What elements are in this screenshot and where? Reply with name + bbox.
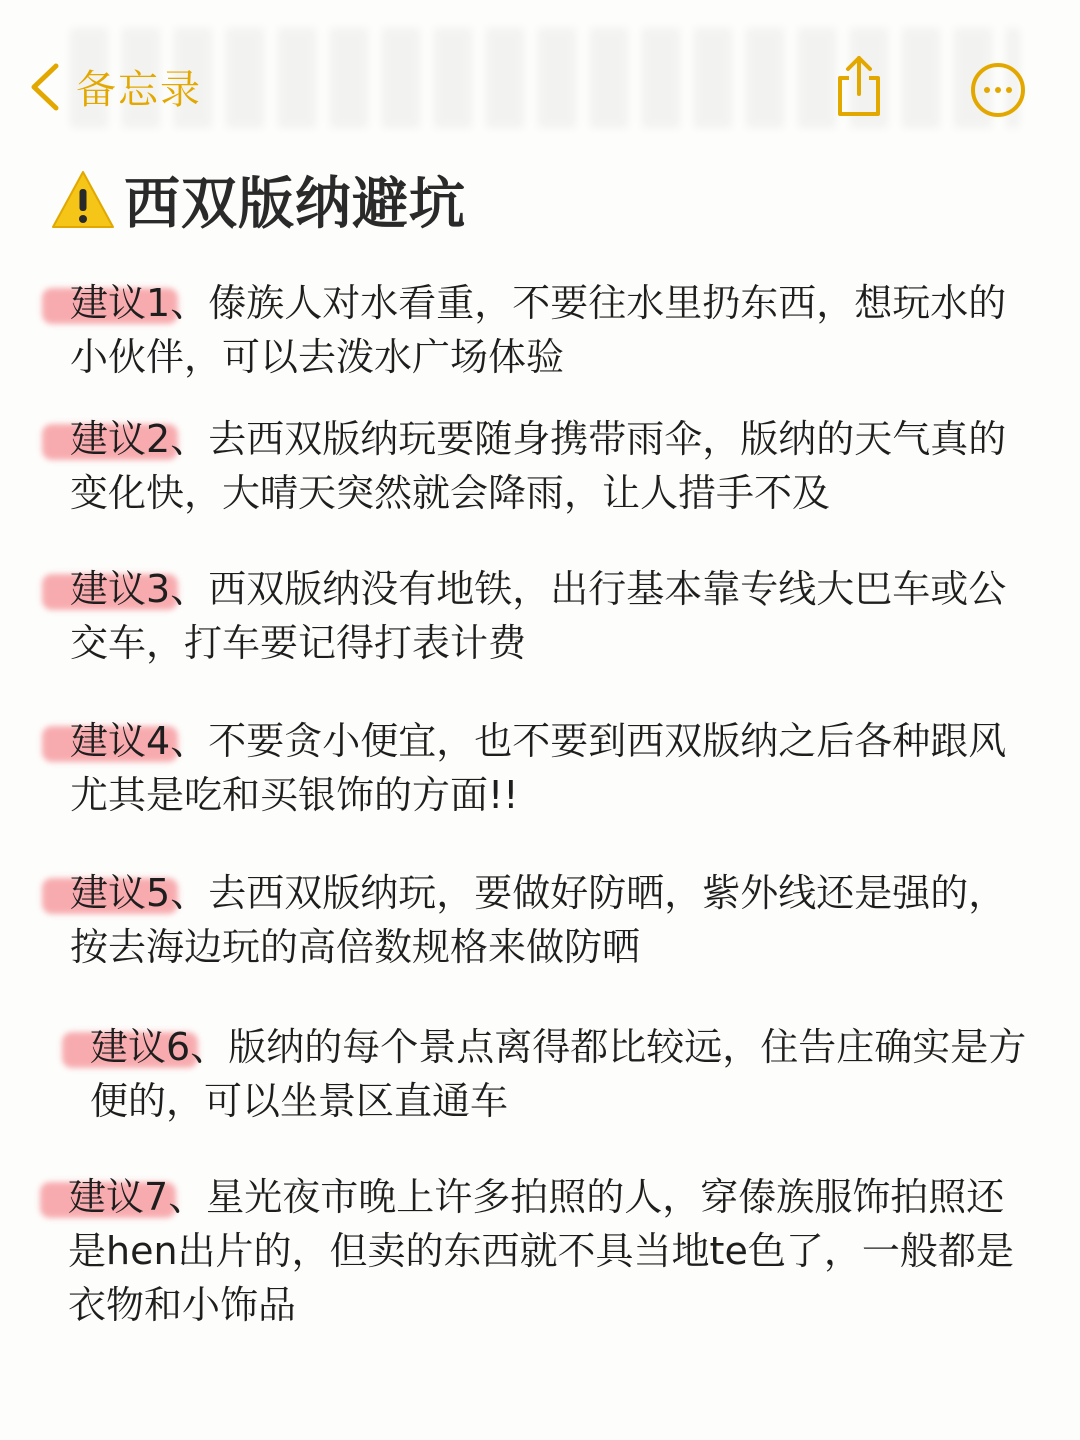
- tip-text: 变化快，大晴天突然就会降雨，让人措手不及: [70, 471, 831, 515]
- tip-text: 小伙伴，可以去泼水广场体验: [70, 335, 565, 379]
- tip-4: [0, 714, 1080, 822]
- tip-text: 尤其是吃和买银饰的方面!!: [70, 773, 519, 817]
- tip-2: [0, 412, 1080, 520]
- tip-7: [0, 1170, 1080, 1332]
- tip-text: 、不要贪小便宜，也不要到西双版纳之后各种跟风: [170, 719, 1007, 763]
- tip-3: [0, 562, 1080, 670]
- tip-1: [0, 276, 1080, 384]
- back-label: 备忘录: [76, 67, 202, 113]
- tip-6: [0, 1020, 1080, 1128]
- tip-tag: 建议6: [90, 1020, 190, 1074]
- nav-bar: [0, 50, 1080, 130]
- share-icon: [832, 54, 886, 120]
- tip-text: 是hen出片的，但卖的东西就不具当地te色了，一般都是: [68, 1229, 1014, 1273]
- tip-text: 交车，打车要记得打表计费: [70, 621, 527, 665]
- tip-tag: 建议2: [70, 412, 170, 466]
- tip-text: 、去西双版纳玩要随身携带雨伞，版纳的天气真的: [170, 417, 1007, 461]
- tip-text: 、去西双版纳玩，要做好防晒，紫外线还是强的，: [170, 871, 1007, 915]
- warning-icon: [50, 169, 116, 231]
- tip-tag: 建议3: [70, 562, 170, 616]
- tip-tag: 建议7: [68, 1170, 168, 1224]
- tip-text: 便的，可以坐景区直通车: [90, 1079, 509, 1123]
- more-icon: [968, 60, 1028, 120]
- more-button[interactable]: [968, 60, 1028, 124]
- page-title: 西双版纳避坑: [124, 172, 466, 237]
- tip-text: 衣物和小饰品: [68, 1283, 297, 1327]
- note-title: [50, 160, 466, 240]
- tip-text: 、西双版纳没有地铁，出行基本靠专线大巴车或公: [170, 567, 1007, 611]
- share-button[interactable]: [832, 54, 886, 124]
- tip-text: 、版纳的每个景点离得都比较远，住告庄确实是方: [190, 1025, 1027, 1069]
- tip-text: 、星光夜市晚上许多拍照的人，穿傣族服饰拍照还: [168, 1175, 1005, 1219]
- tip-text: 、傣族人对水看重，不要往水里扔东西，想玩水的: [170, 281, 1007, 325]
- tip-5: [0, 866, 1080, 974]
- tip-tag: 建议1: [70, 276, 170, 330]
- tip-text: 按去海边玩的高倍数规格来做防晒: [70, 925, 641, 969]
- tip-tag: 建议4: [70, 714, 170, 768]
- back-button[interactable]: [28, 58, 202, 115]
- tip-tag: 建议5: [70, 866, 170, 920]
- chevron-left-icon: [28, 62, 62, 112]
